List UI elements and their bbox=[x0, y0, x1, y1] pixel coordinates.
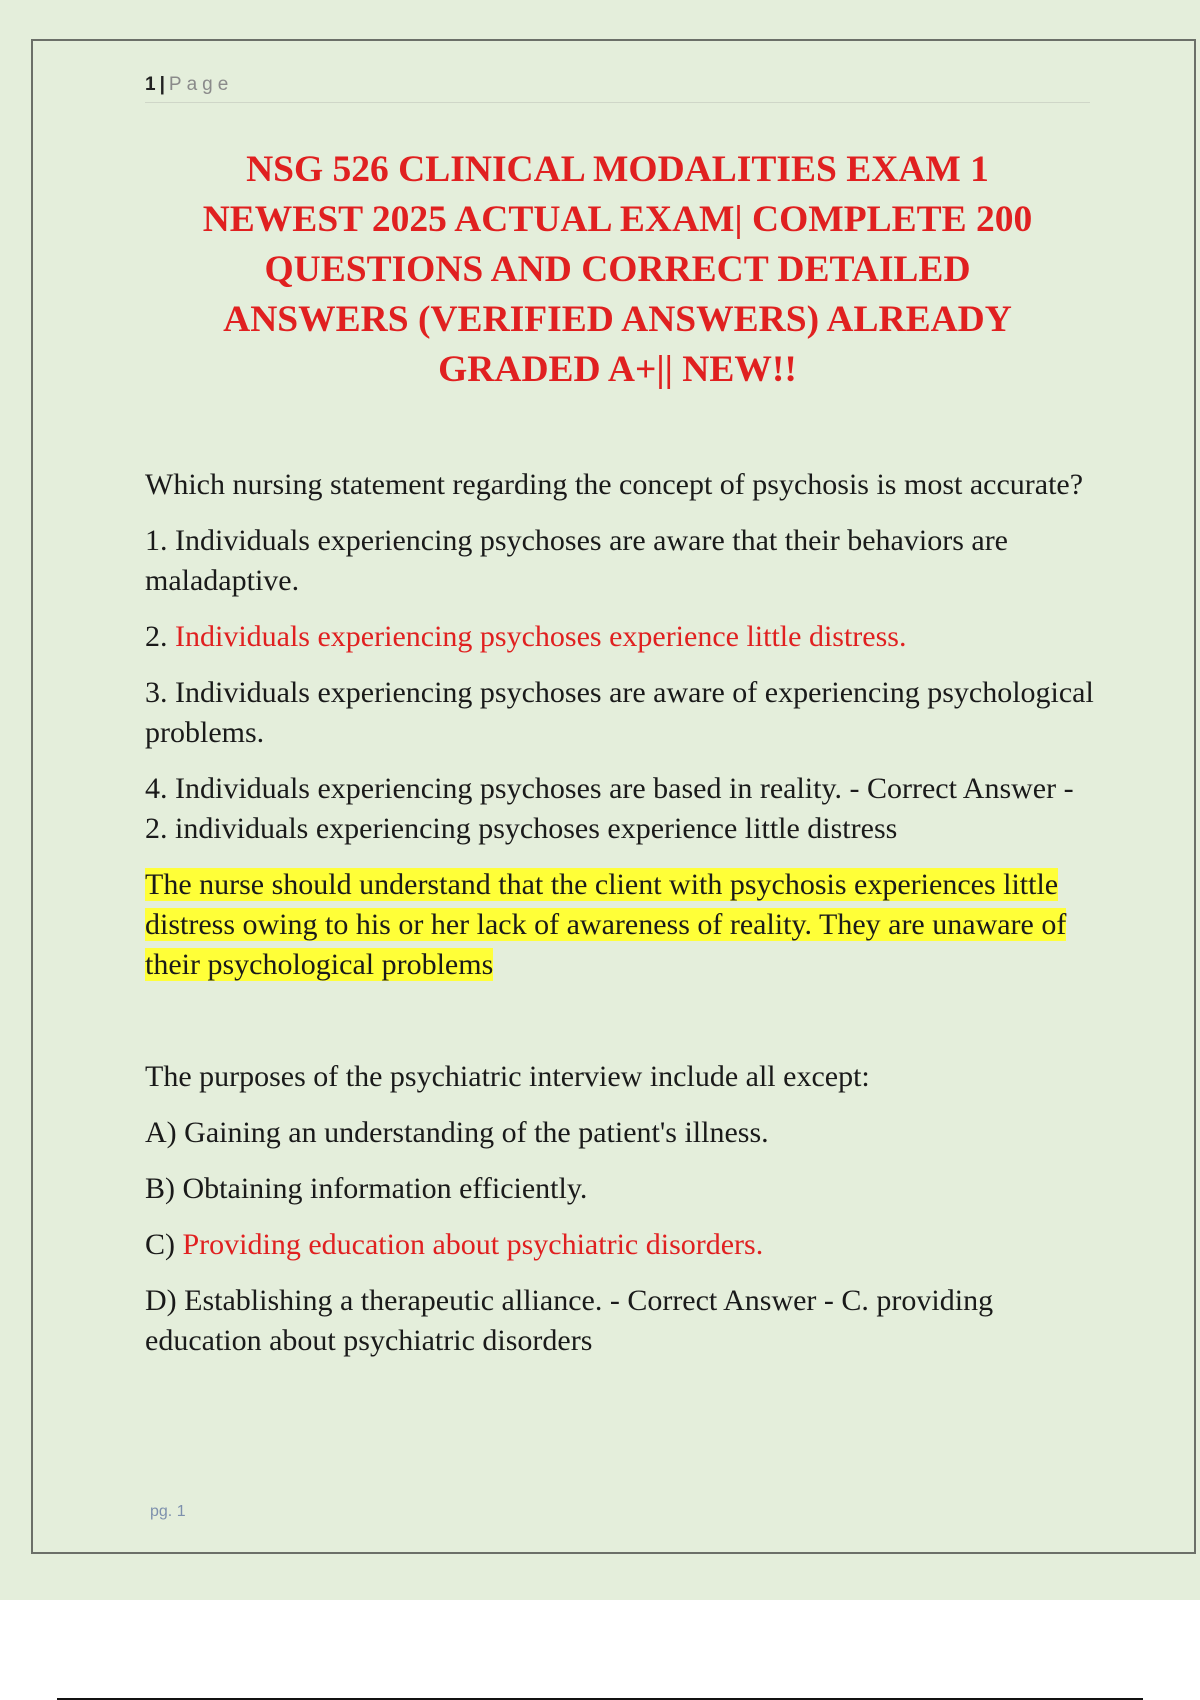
option-prefix: 1. bbox=[145, 524, 175, 557]
highlighted-rationale: The nurse should understand that the client with psychosis experiences little distress owing to his or her lack of awareness of reality. They are unaware of their psychological problems bbox=[145, 868, 1067, 981]
option-prefix: D) bbox=[145, 1284, 185, 1317]
question-2-option-b bbox=[145, 1169, 1095, 1209]
question-1-option-4 bbox=[145, 769, 1095, 849]
option-text: Gaining an understanding of the patient's illness. bbox=[184, 1116, 769, 1149]
option-prefix: A) bbox=[145, 1116, 185, 1149]
header-page-number: 1 bbox=[145, 74, 156, 95]
option-prefix: 3. bbox=[145, 676, 175, 709]
correct-option-text: Providing education about psychiatric disorders. bbox=[182, 1228, 764, 1261]
option-prefix: 2. bbox=[145, 620, 175, 653]
question-1-option-3 bbox=[145, 673, 1095, 753]
header-page-word: Page bbox=[168, 74, 234, 95]
question-2-stem: The purposes of the psychiatric interview include all except: bbox=[145, 1060, 870, 1093]
title-line: QUESTIONS AND CORRECT DETAILED bbox=[264, 249, 971, 290]
option-prefix: C) bbox=[145, 1228, 183, 1261]
option-prefix: B) bbox=[145, 1172, 183, 1205]
page-header bbox=[145, 74, 1090, 103]
document-title bbox=[140, 145, 1095, 395]
question-1-option-1 bbox=[145, 521, 1095, 601]
document-body bbox=[145, 465, 1095, 1377]
question-2-option-d bbox=[145, 1281, 1095, 1361]
option-prefix: 4. bbox=[145, 772, 175, 805]
section-spacer bbox=[145, 1001, 1095, 1057]
option-text: Establishing a therapeutic alliance. - Correct Answer - C. providing education about psychiatric disorders bbox=[145, 1284, 994, 1357]
option-text: Individuals experiencing psychoses are based in reality. - Correct Answer - 2. individuals experiencing psychoses experience little distress bbox=[145, 772, 1074, 845]
header-separator: | bbox=[159, 74, 165, 95]
option-text: Individuals experiencing psychoses are aware of experiencing psychological problems. bbox=[145, 676, 1094, 749]
question-1-option-2 bbox=[145, 617, 1095, 657]
title-line: NEWEST 2025 ACTUAL EXAM| COMPLETE 200 bbox=[202, 199, 1033, 240]
option-text: Individuals experiencing psychoses are aware that their behaviors are maladaptive. bbox=[145, 524, 1008, 597]
option-text: Obtaining information efficiently. bbox=[182, 1172, 588, 1205]
correct-option-text: Individuals experiencing psychoses experience little distress. bbox=[175, 620, 907, 653]
question-2-option-a bbox=[145, 1113, 1095, 1153]
question-1-stem: Which nursing statement regarding the concept of psychosis is most accurate? bbox=[145, 468, 1084, 501]
question-1-rationale bbox=[145, 865, 1095, 985]
title-line: NSG 526 CLINICAL MODALITIES EXAM 1 bbox=[246, 149, 989, 190]
page-footer: pg. 1 bbox=[150, 1503, 186, 1520]
title-line: GRADED A+|| NEW!! bbox=[438, 349, 797, 390]
question-2-option-c bbox=[145, 1225, 1095, 1265]
title-line: ANSWERS (VERIFIED ANSWERS) ALREADY bbox=[223, 299, 1012, 340]
